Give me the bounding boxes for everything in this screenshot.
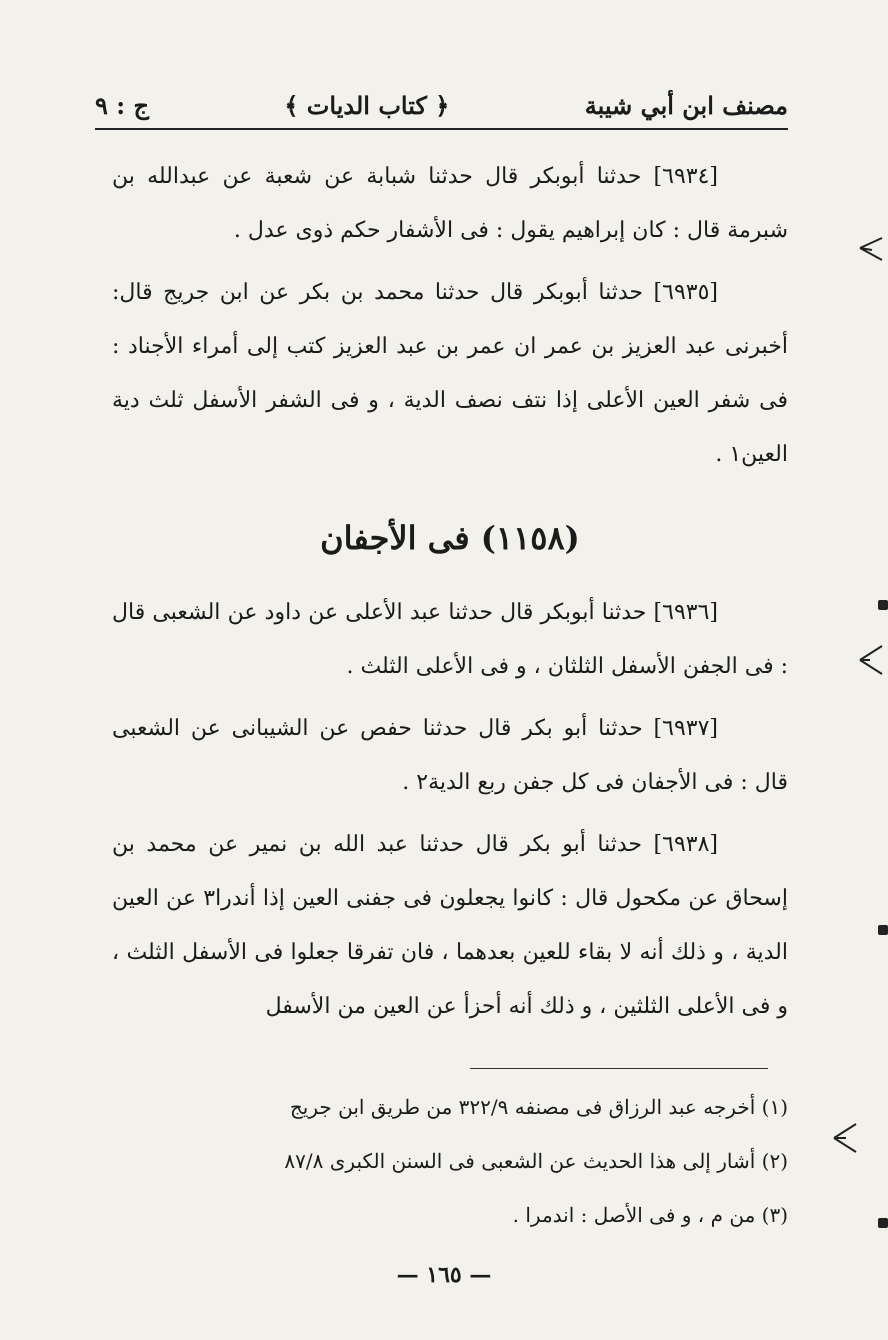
hadith-paragraph: [٦٩٣٦] حدثنا أبوبكر قال حدثنا عبد الأعلى عن داود عن الشعبى قال : فى الجفن الأسفل الثلثان ، و فى الأعلى الثلث . [112,600,788,679]
book-title: مصنف ابن أبي شيبة [584,90,788,120]
footnote: (٣) من م ، و فى الأصل : اندمرا . [512,1203,788,1227]
hadith-paragraph: [٦٩٣٧] حدثنا أبو بكر قال حدثنا حفص عن الشيبانى عن الشعبى قال : فى الأجفان فى كل جفن ربع الدية٢ . [112,716,788,795]
footnote-rule [470,1068,768,1069]
footnotes [200,1080,788,1242]
margin-mark [858,640,884,684]
footnote: (٢) أشار إلى هذا الحديث عن الشعبى فى السنن الكبرى ٨٧/٨ [284,1149,788,1173]
page-number: — ١٦٥ — [396,1262,492,1288]
chapter-title: ﴿ كتاب الديات ﴾ [284,90,450,120]
margin-mark [832,1118,858,1162]
margin-dot [878,1218,888,1228]
hadith-paragraph: [٦٩٣٥] حدثنا أبوبكر قال حدثنا محمد بن بكر عن ابن جريج قال: أخبرنى عبد العزيز بن عمر ان عمر بن عبد العزيز كتب إلى أمراء الأجناد : فى شفر العين الأعلى إذا نتف نصف الدية ، و فى الشفر الأسفل ثلث دية العين١ . [112,280,788,467]
margin-dot [878,925,888,935]
section-title: (١١٥٨) فى الأجفان [320,519,580,557]
volume-number: ج : ٩ [95,90,149,120]
margin-mark [858,228,884,272]
footnote: (١) أخرجه عبد الرزاق فى مصنفه ٣٢٢/٩ من طريق ابن جريج [289,1095,788,1119]
margin-dot [878,600,888,610]
main-text [112,150,788,1034]
hadith-paragraph: [٦٩٣٤] حدثنا أبوبكر قال حدثنا شبابة عن شعبة عن عبدالله بن شبرمة قال : كان إبراهيم يقول : فى الأشفار حكم ذوى عدل . [112,164,788,243]
header-rule [95,128,788,130]
hadith-paragraph: [٦٩٣٨] حدثنا أبو بكر قال حدثنا عبد الله بن نمير عن محمد بن إسحاق عن مكحول قال : كانوا يجعلون فى جفنى العين إذا أندرا٣ عن العين الدية ، و ذلك أنه لا بقاء للعين بعدهما ، فان تفرقا جعلوا فى الأسفل الثلث ، و فى الأعلى الثلثين ، و ذلك أنه أحزأ عن العين من الأسفل [112,832,788,1019]
running-header [95,82,788,128]
